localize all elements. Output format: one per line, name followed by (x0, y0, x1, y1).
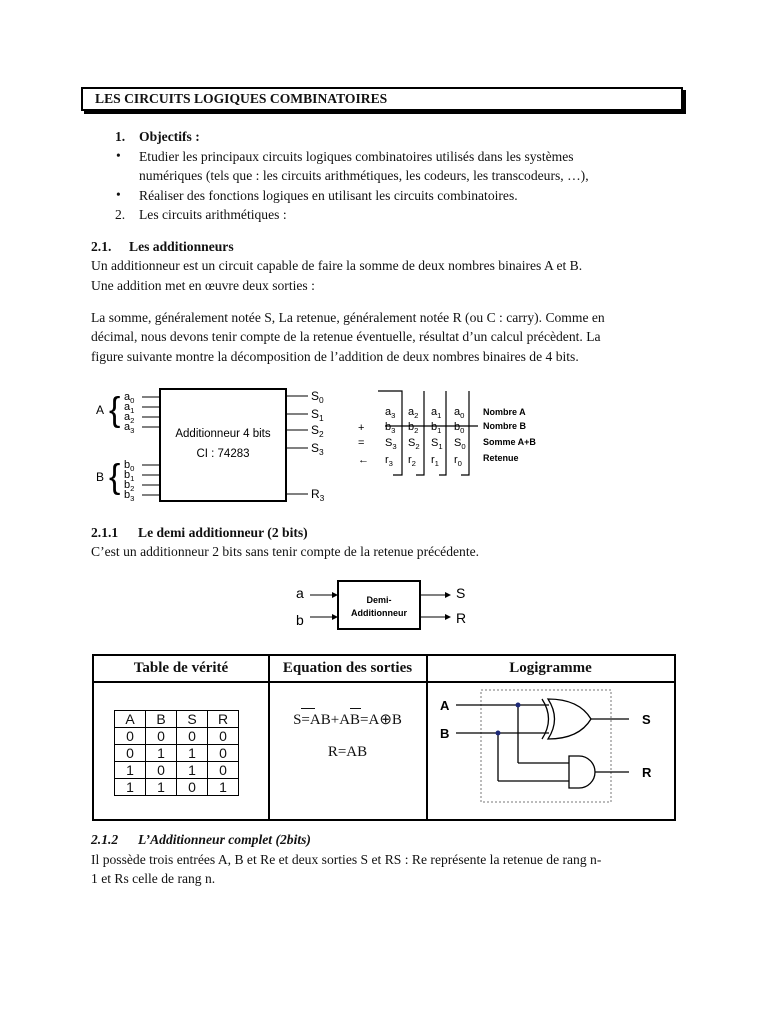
logi-in-b: B (440, 726, 450, 741)
output-S3: $S_3$ (311, 441, 324, 457)
objective-2: Réaliser des fonctions logiques en utilisant les circuits combinatoires. (139, 188, 518, 203)
half-in-a: a (296, 585, 304, 601)
input-b1: $b_1$ (124, 469, 135, 483)
cell-r2: $r_2$ (408, 454, 416, 468)
truth-cell: 0 (177, 728, 208, 745)
half-adder-table (92, 654, 676, 821)
overline-a (301, 708, 315, 709)
section2-text: Les circuits arithmétiques : (139, 207, 287, 222)
logi-in-a: A (440, 698, 450, 713)
truth-cell: 0 (208, 745, 239, 762)
input-b3: $b_3$ (124, 489, 135, 503)
label-nombre-a: Nombre A (483, 407, 526, 417)
brace-b-icon: { (109, 458, 121, 496)
truth-cell: 0 (146, 728, 177, 745)
section21-num: 2.1. (91, 239, 112, 254)
section212-line2: 1 et Rs celle de rang n. (91, 871, 216, 886)
logi-out-r: R (642, 765, 652, 780)
output-S1: $S_1$ (311, 407, 324, 423)
section21-p1-line1: Un additionneur est un circuit capable de faire la somme de deux nombres binaires A et B. (91, 258, 583, 273)
header-logigramme: Logigramme (509, 660, 592, 676)
half-box-line2: Additionneur (351, 608, 407, 618)
title-box (81, 87, 683, 111)
input-a0: $a_0$ (124, 391, 135, 405)
half-out-r: R (456, 610, 467, 626)
logi-out-s: S (642, 712, 651, 727)
label-somme: Somme A+B (483, 437, 536, 447)
section21-p2-line1: La somme, généralement notée S, La retenue, généralement notée R (ou C : carry). Comme en (91, 310, 605, 325)
cell-S2: $S_2$ (408, 437, 420, 451)
truth-cell: 0 (115, 745, 146, 762)
cell-a2: $a_2$ (408, 406, 419, 420)
cell-b0: $b_0$ (454, 421, 465, 435)
output-R3: $R_3$ (311, 487, 325, 503)
cell-a1: $a_1$ (431, 406, 442, 420)
truth-table (114, 710, 239, 796)
truth-cell: 0 (208, 728, 239, 745)
cell-r3: $r_3$ (385, 454, 393, 468)
input-a2: $a_2$ (124, 411, 135, 425)
section211-text: C’est un additionneur 2 bits sans tenir compte de la retenue précédente. (91, 544, 480, 559)
cell-b2: $b_2$ (408, 421, 419, 435)
header-equations: Equation des sorties (282, 660, 413, 676)
objective-1-line-2: numériques (tels que : les circuits arithmétiques, les codeurs, les transcodeurs, …), (139, 168, 589, 183)
cell-b3: $b_3$ (385, 421, 396, 435)
group-b-label: B (96, 470, 105, 484)
section211-num: 2.1.1 (91, 525, 119, 540)
truth-cell: 1 (115, 779, 146, 796)
bullet-icon: • (116, 148, 121, 163)
cell-a0: $a_0$ (454, 406, 465, 420)
adder4-box (160, 389, 286, 501)
section21-p2-line2: décimal, nous devons tenir compte de la retenue éventuelle, résultat d’un calcul précèdent. La (91, 329, 601, 344)
truth-cell: 0 (115, 728, 146, 745)
op-arrow: ← (358, 454, 369, 466)
half-in-b: b (296, 612, 304, 628)
objectives-heading-num: 1. (115, 129, 126, 144)
truth-header: A (115, 711, 146, 728)
objectives-heading: Objectifs : (139, 129, 200, 144)
truth-cell: 1 (208, 779, 239, 796)
xor-gate-icon (548, 699, 591, 739)
cell-S3: $S_3$ (385, 437, 397, 451)
input-b2: $b_2$ (124, 479, 135, 493)
bullet-icon: • (116, 187, 121, 202)
logigramme (434, 686, 669, 811)
objective-1-line-1: Etudier les principaux circuits logiques combinatoires utilisés dans les systèmes (139, 149, 574, 164)
truth-header: B (146, 711, 177, 728)
adder4-figure (90, 385, 345, 505)
cell-b1: $b_1$ (431, 421, 442, 435)
section21-p2-line3: figure suivante montre la décomposition de l’addition de deux nombres binaires de 4 bits. (91, 349, 579, 364)
section2-num: 2. (115, 207, 126, 222)
addition-decomposition (350, 383, 550, 483)
truth-cell: 1 (177, 745, 208, 762)
section212-num: 2.1.2 (91, 832, 119, 847)
truth-cell: 0 (208, 762, 239, 779)
group-a-label: A (96, 403, 105, 417)
equation-s: S=AB+AB=A⊕B (293, 712, 402, 728)
brace-a-icon: { (109, 391, 121, 429)
page-title: LES CIRCUITS LOGIQUES COMBINATOIRES (95, 91, 388, 106)
op-equals: = (358, 437, 365, 449)
adder4-label: Additionneur 4 bits (175, 428, 271, 440)
section212-line1: Il possède trois entrées A, B et Re et deux sorties S et RS : Re représente la retenue de rang n- (91, 852, 602, 867)
half-out-s: S (456, 585, 466, 601)
truth-cell: 1 (177, 762, 208, 779)
cell-S1: $S_1$ (431, 437, 443, 451)
truth-cell: 1 (115, 762, 146, 779)
op-plus: + (358, 422, 365, 434)
equation-r: R=AB (327, 744, 368, 760)
output-S2: $S_2$ (311, 423, 324, 439)
cell-r1: $r_1$ (431, 454, 439, 468)
header-truth-table: Table de vérité (133, 660, 229, 676)
label-retenue: Retenue (483, 453, 519, 463)
section21-heading: Les additionneurs (129, 239, 234, 254)
cell-a3: $a_3$ (385, 406, 396, 420)
input-a3: $a_3$ (124, 421, 135, 435)
section212-heading: L’Additionneur complet (2bits) (138, 832, 311, 847)
overline-b (350, 708, 361, 709)
section211-heading: Le demi additionneur (2 bits) (138, 525, 308, 540)
input-a1: $a_1$ (124, 401, 135, 415)
truth-cell: 0 (146, 762, 177, 779)
truth-header: S (177, 711, 208, 728)
half-adder-block (290, 575, 480, 635)
half-box-line1: Demi- (366, 595, 392, 605)
cell-S0: $S_0$ (454, 437, 466, 451)
truth-header: R (208, 711, 239, 728)
input-b0: $b_0$ (124, 459, 135, 473)
truth-cell: 1 (146, 745, 177, 762)
truth-cell: 1 (146, 779, 177, 796)
truth-cell: 0 (177, 779, 208, 796)
output-S0: $S_0$ (311, 389, 324, 405)
label-nombre-b: Nombre B (483, 421, 527, 431)
and-gate-icon (569, 756, 595, 788)
cell-r0: $r_0$ (454, 454, 462, 468)
adder4-ic: CI : 74283 (196, 448, 250, 460)
section21-p1-line2: Une addition met en œuvre deux sorties : (91, 278, 315, 293)
